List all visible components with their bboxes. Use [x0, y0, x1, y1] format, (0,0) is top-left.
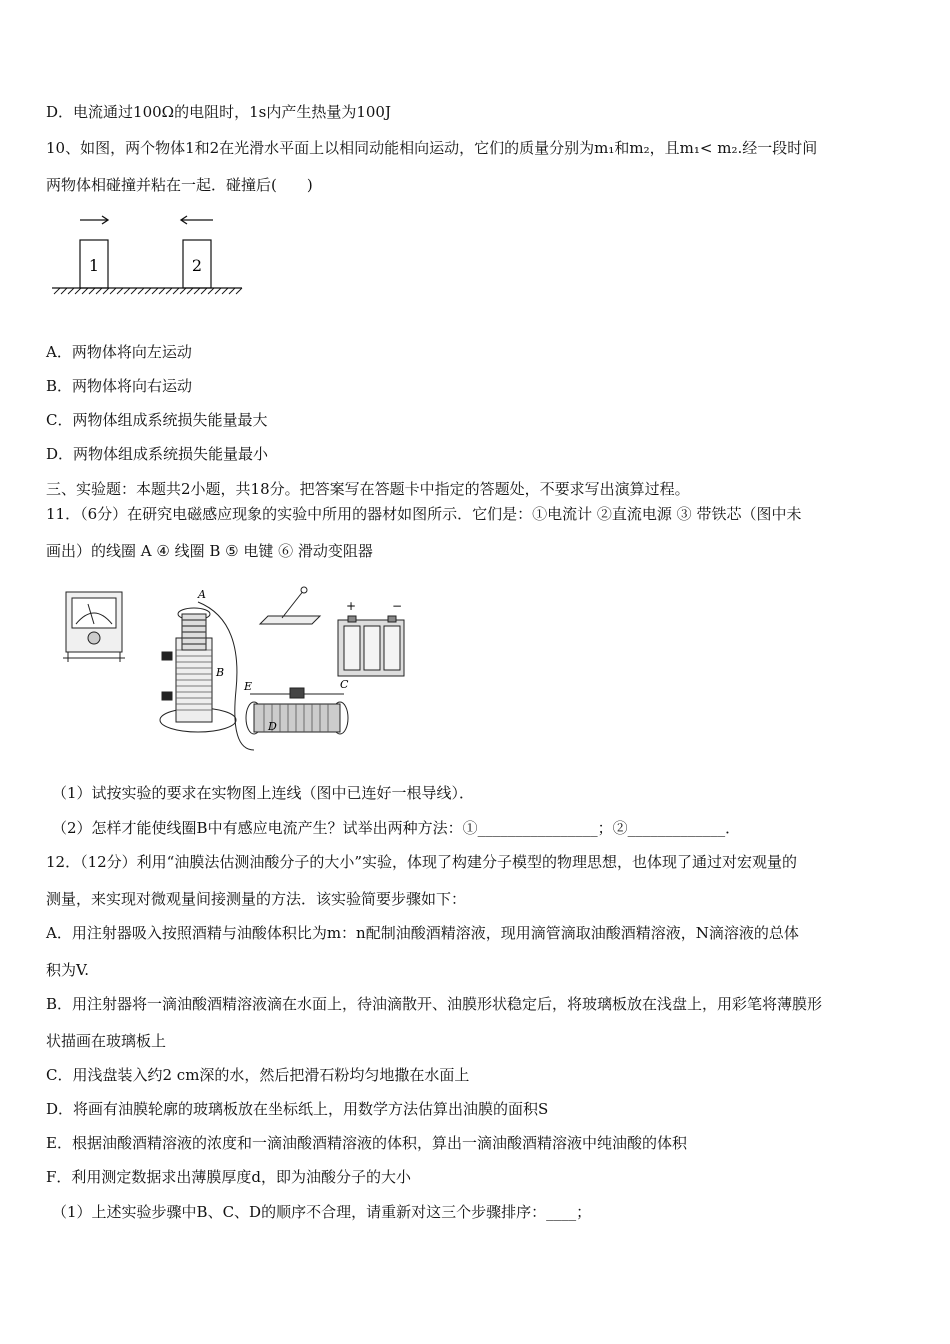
- label-c: C: [340, 678, 349, 691]
- section-3-heading: 三、实验题：本题共2小题，共18分。把答案写在答题卡中指定的答题处，不要求写出演算过程。: [46, 480, 690, 498]
- q12-step-b-line2: 状描画在玻璃板上: [46, 1032, 167, 1050]
- q12-step-a-line1: A．用注射器吸入按照酒精与油酸体积比为m：n配制油酸酒精溶液，现用滴管滴取油酸酒精溶液，N滴溶液的总体: [46, 924, 799, 942]
- q10-stem-line1: 10、如图，两个物体1和2在光滑水平面上以相同动能相向运动，它们的质量分别为m₁和m₂，且m₁< m₂.经一段时间: [46, 139, 818, 157]
- q10-option-c: C．两物体组成系统损失能量最大: [46, 411, 268, 429]
- q12-step-c: C．用浅盘装入约2 cm深的水，然后把滑石粉均匀地撒在水面上: [46, 1066, 470, 1084]
- q9-option-d: D．电流通过100Ω的电阻时，1s内产生热量为100J: [46, 103, 391, 121]
- label-b: B: [216, 666, 225, 679]
- q10-stem-line2: 两物体相碰撞并粘在一起．碰撞后( ): [46, 176, 313, 194]
- block-1-label: 1: [88, 256, 100, 275]
- switch: [260, 587, 320, 624]
- q10-option-b: B．两物体将向右运动: [46, 377, 193, 395]
- q12-step-d: D．将画有油膜轮廓的玻璃板放在坐标纸上，用数学方法估算出油膜的面积S: [46, 1100, 549, 1118]
- q10-collision-figure: [50, 206, 245, 298]
- q12-stem-line1: 12．（12分）利用“油膜法估测油酸分子的大小”实验，体现了构建分子模型的物理思想，也体现了通过对宏观量的: [46, 853, 798, 871]
- q12-stem-line2: 测量，来实现对微观量间接测量的方法．该实验简要步骤如下：: [46, 890, 467, 908]
- q12-step-a-line2: 积为V.: [46, 961, 89, 979]
- q10-option-d: D．两物体组成系统损失能量最小: [46, 445, 269, 463]
- label-minus: −: [392, 599, 403, 613]
- block-2-label: 2: [191, 256, 203, 275]
- q11-sub1: （1）试按实验的要求在实物图上连线（图中已连好一根导线）．: [52, 784, 475, 802]
- left-arrow-icon: [181, 216, 213, 224]
- rheostat: [246, 688, 348, 734]
- right-arrow-icon: [80, 216, 108, 224]
- coil-b: [160, 638, 236, 732]
- q11-sub2: （2）怎样才能使线圈B中有感应电流产生？试举出两种方法：①________________；②_____________．: [52, 819, 741, 837]
- ground-hatching: [54, 288, 242, 294]
- label-plus: +: [346, 599, 357, 613]
- q12-step-b-line1: B．用注射器将一滴油酸酒精溶液滴在水面上，待油滴散开、油膜形状稳定后，将玻璃板放在浅盘上，用彩笔将薄膜形: [46, 995, 823, 1013]
- label-d: D: [268, 720, 277, 733]
- q10-option-a: A．两物体将向左运动: [46, 343, 192, 361]
- coil-a: [178, 608, 210, 650]
- q12-step-f: F．利用测定数据求出薄膜厚度d，即为油酸分子的大小: [46, 1168, 412, 1186]
- label-e: E: [244, 680, 253, 693]
- q11-apparatus-figure: [58, 580, 418, 755]
- label-a: A: [198, 588, 206, 601]
- q12-step-e: E．根据油酸酒精溶液的浓度和一滴油酸酒精溶液的体积，算出一滴油酸酒精溶液中纯油酸的体积: [46, 1134, 687, 1152]
- galvanometer: [63, 592, 125, 662]
- q11-stem-line2: 画出）的线圈 A ④ 线圈 B ⑤ 电键 ⑥ 滑动变阻器: [46, 542, 373, 560]
- q12-sub1: （1）上述实验步骤中B、C、D的顺序不合理，请重新对这三个步骤排序：____；: [52, 1203, 592, 1221]
- dc-power-supply: [338, 616, 404, 676]
- q11-stem-line1: 11．（6分）在研究电磁感应现象的实验中所用的器材如图所示．它们是：①电流计 ②直流电源 ③ 带铁芯（图中未: [46, 505, 802, 523]
